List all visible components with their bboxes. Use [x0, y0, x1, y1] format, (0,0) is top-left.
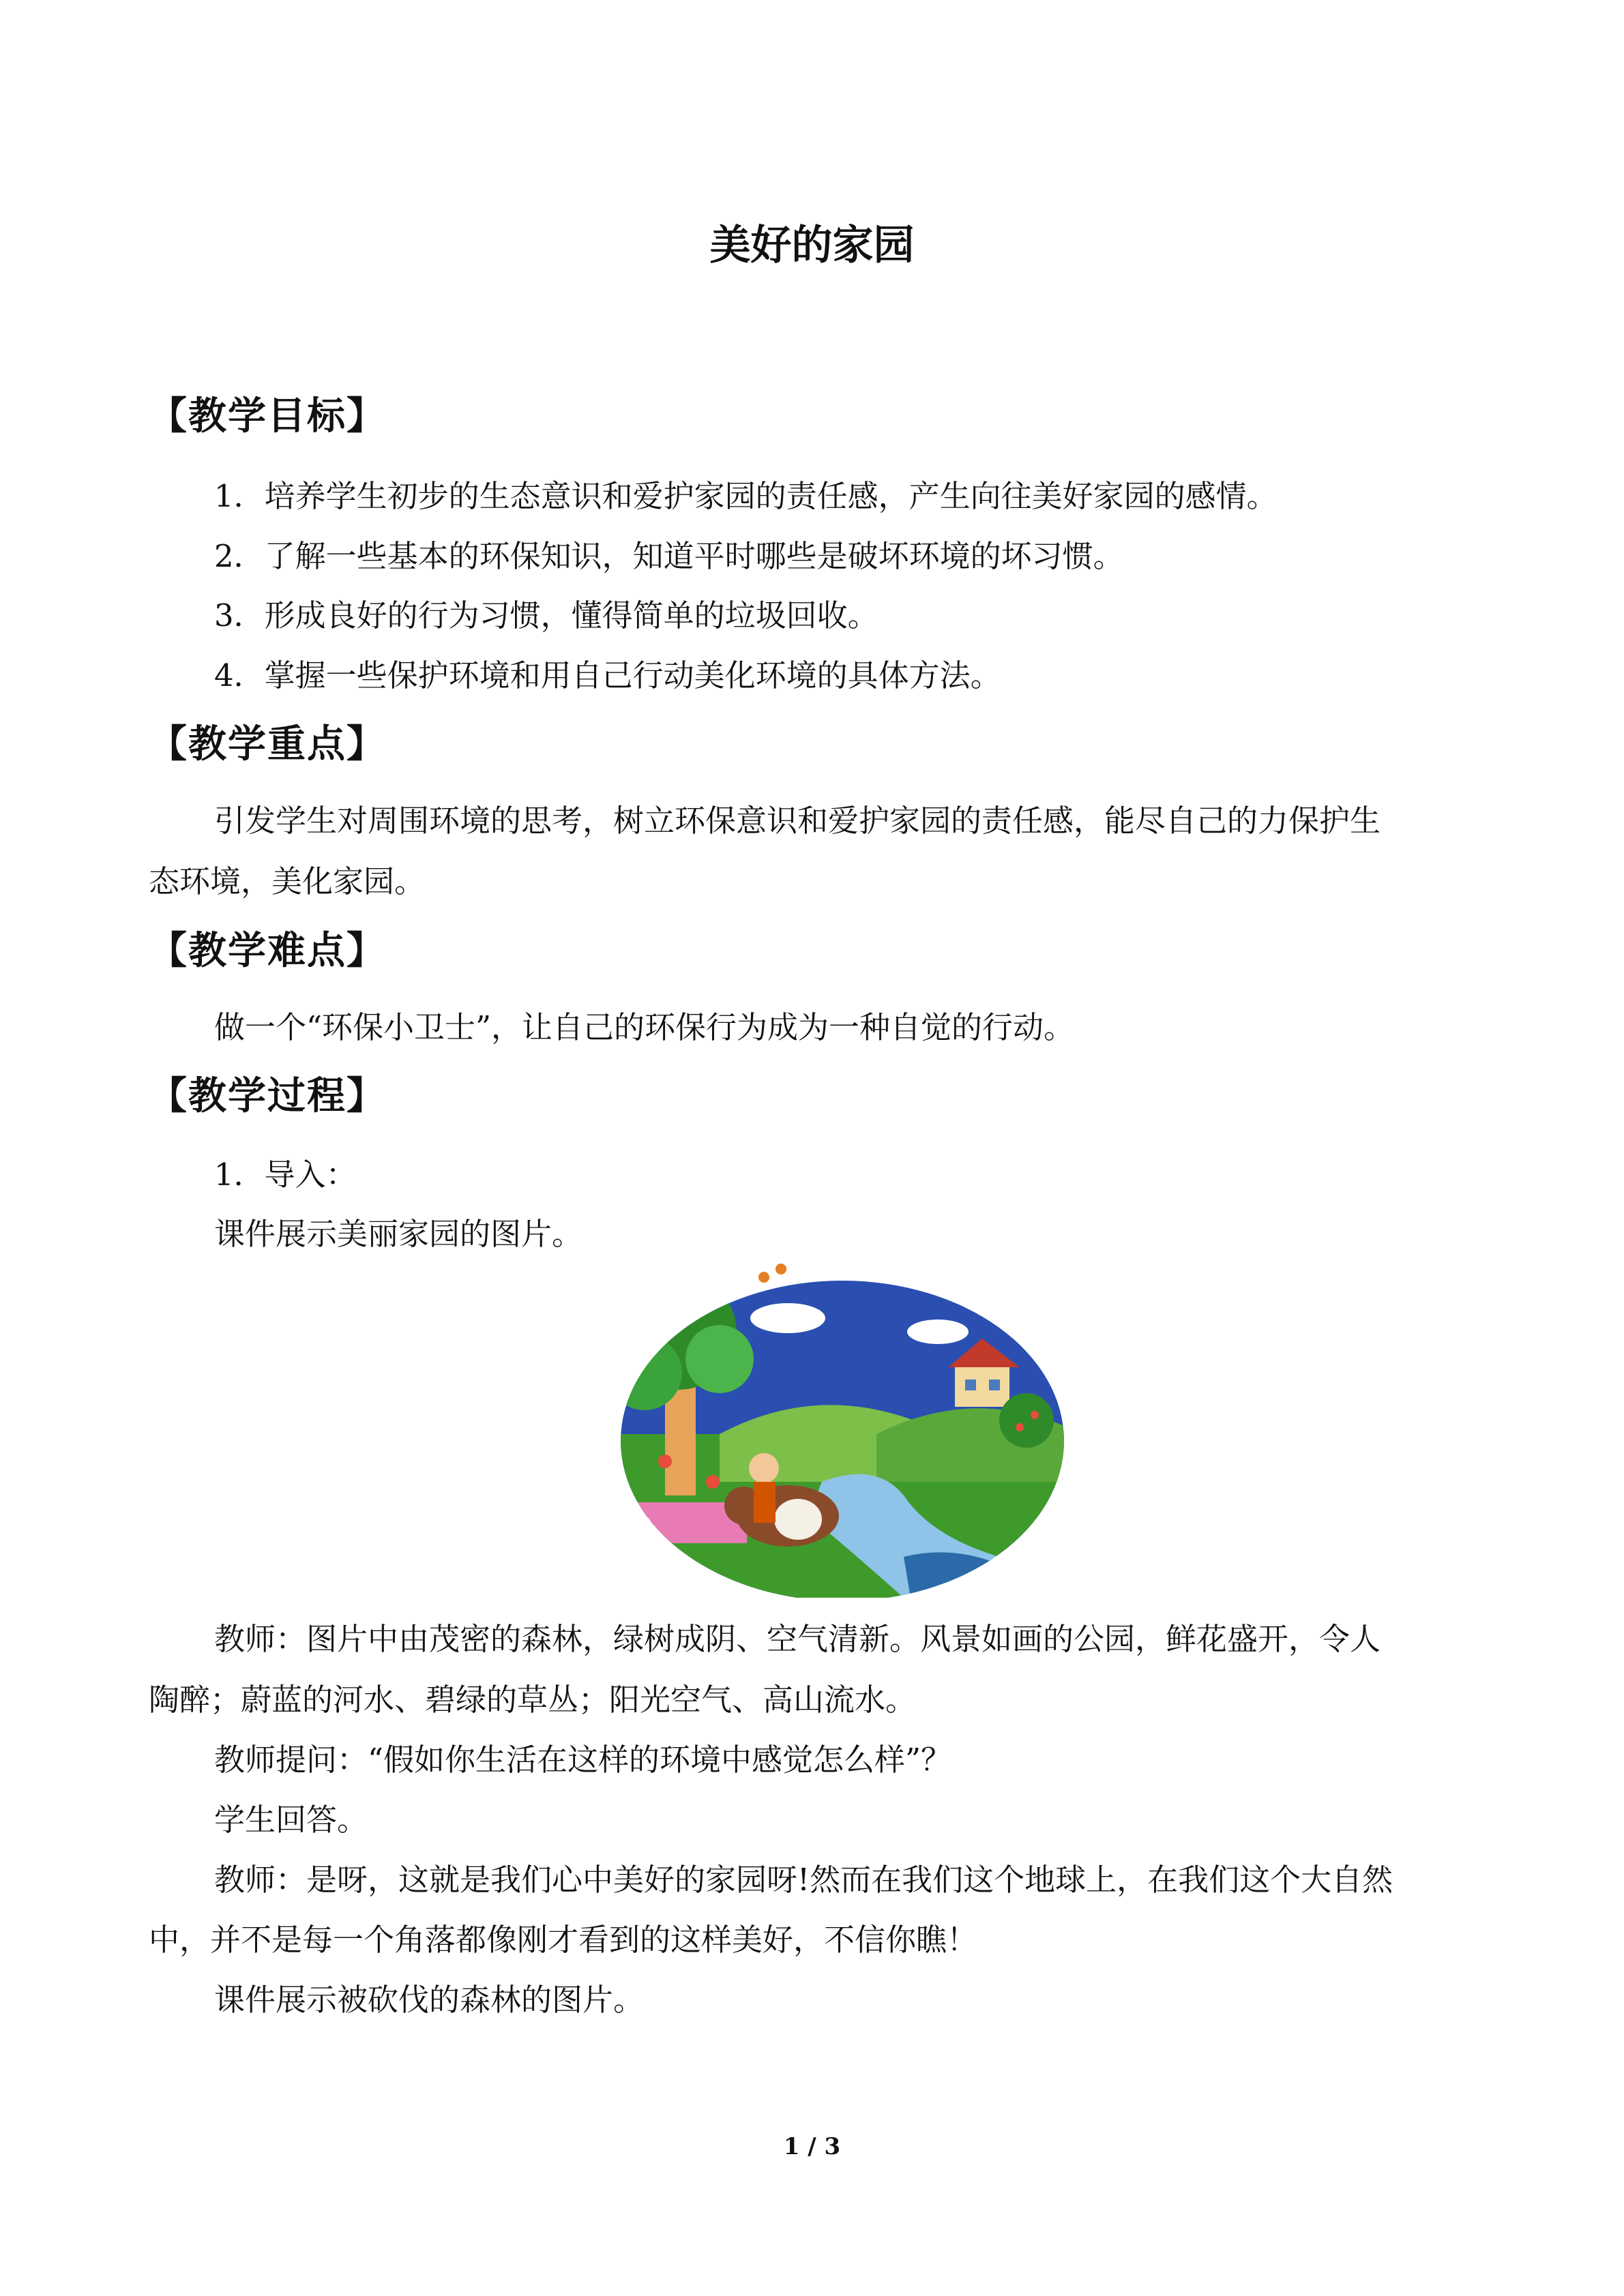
- page-number: 1 / 3: [783, 2133, 841, 2160]
- objective-item: 3．形成良好的行为习惯，懂得简单的垃圾回收。: [214, 597, 879, 633]
- paragraph: 课件展示美丽家园的图片。: [214, 1216, 583, 1252]
- paragraph: 课件展示被砍伐的森林的图片。: [214, 1982, 645, 2018]
- section-heading-process: 【教学过程】: [149, 1073, 386, 1118]
- section-heading-key-points: 【教学重点】: [149, 721, 386, 766]
- paragraph: 教师：是呀，这就是我们心中美好的家园呀!然而在我们这个地球上，在我们这个大自然: [214, 1862, 1393, 1898]
- objective-item: 1．培养学生初步的生态意识和爱护家园的责任感，产生向往美好家园的感情。: [214, 478, 1278, 514]
- objective-item: 4．掌握一些保护环境和用自己行动美化环境的具体方法。: [214, 657, 1001, 694]
- paragraph: 教师：图片中由茂密的森林，绿树成阴、空气清新。风景如画的公园，鲜花盛开，令人: [214, 1621, 1381, 1657]
- paragraph: 中，并不是每一个角落都像刚才看到的这样美好，不信你瞧！: [149, 1922, 978, 1958]
- paragraph: 陶醉；蔚蓝的河水、碧绿的草丛；阳光空气、高山流水。: [149, 1682, 917, 1718]
- paragraph: 教师提问：“假如你生活在这样的环境中感觉怎么样”？: [214, 1742, 952, 1778]
- paragraph: 态环境，美化家园。: [149, 863, 426, 899]
- objective-item: 2．了解一些基本的环保知识，知道平时哪些是破坏环境的坏习惯。: [214, 538, 1124, 574]
- section-heading-objectives: 【教学目标】: [149, 393, 386, 438]
- paragraph: 做一个“环保小卫士”，让自己的环保行为成为一种自觉的行动。: [214, 1009, 1075, 1045]
- section-heading-difficulties: 【教学难点】: [149, 928, 386, 973]
- homeland-illustration: [617, 1257, 1067, 1598]
- paragraph: 1．导入：: [214, 1157, 357, 1193]
- document-title: 美好的家园: [709, 222, 915, 269]
- paragraph: 引发学生对周围环境的思考，树立环保意识和爱护家园的责任感，能尽自己的力保护生: [214, 803, 1381, 839]
- paragraph: 学生回答。: [214, 1802, 368, 1838]
